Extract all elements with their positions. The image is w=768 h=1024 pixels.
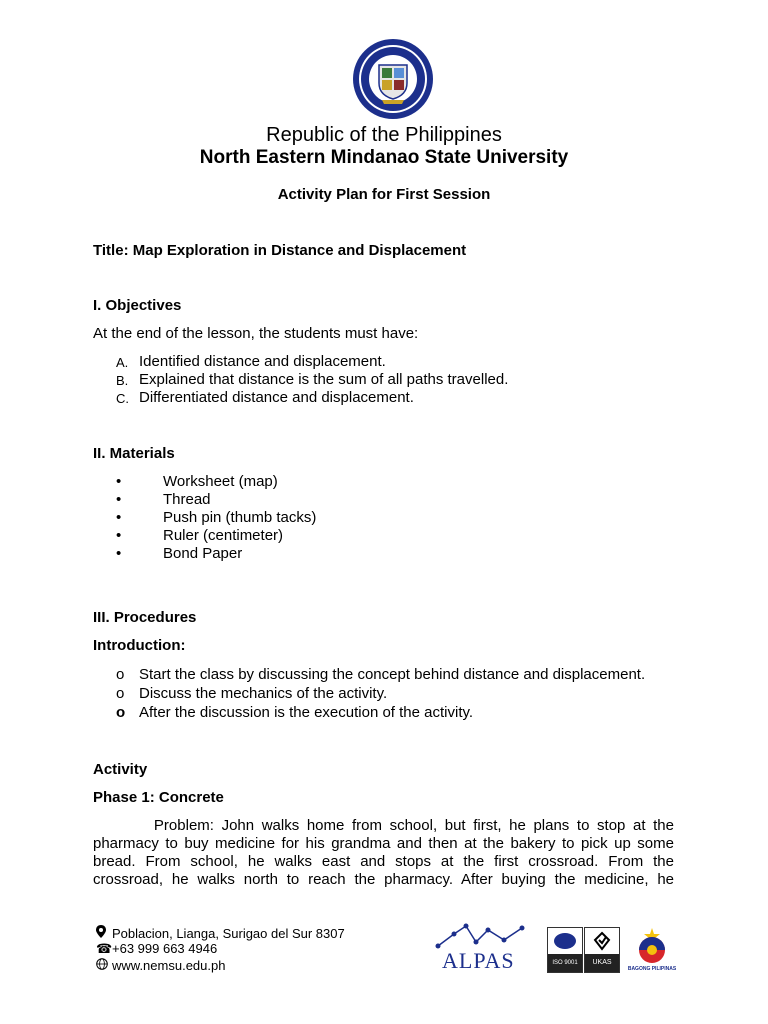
iso-label: ISO 9001 [548,954,582,972]
material-item: Push pin (thumb tacks) [163,509,317,526]
lesson-title: Title: Map Exploration in Distance and Displacement [93,242,467,259]
footer-website: www.nemsu.edu.ph [112,958,226,973]
bullet-icon: o [116,685,125,702]
objectives-heading: I. Objectives [93,297,182,314]
republic-heading: Republic of the Philippines [266,124,502,146]
procedure-item: After the discussion is the execution of the activity. [139,704,474,721]
bullet-icon: • [116,491,122,508]
alpas-wordmark: ALPAS [442,948,515,973]
procedure-item: Discuss the mechanics of the activity. [139,685,388,702]
problem-line: bread. From school, he walks east and stops at the first crossroad. From the [93,853,674,870]
university-seal-logo [352,38,434,120]
material-item: Thread [163,491,211,508]
bullet-icon: • [116,473,122,490]
alpas-logo [432,922,532,974]
footer-address-row [96,925,345,941]
phone-icon: ☎ [96,941,113,956]
ukas-label: UKAS [585,954,619,972]
bullet-icon: o [116,704,126,721]
objective-item: Explained that distance is the sum of all paths travelled. [139,371,509,388]
bullet-icon: • [116,545,122,562]
activity-plan-title: Activity Plan for First Session [277,186,491,203]
footer-address: Poblacion, Lianga, Surigao del Sur 8307 [112,926,345,941]
globe-icon [96,958,112,973]
bagong-pilipinas-logo [626,926,678,974]
location-pin-icon [96,925,112,941]
objective-marker: C. [116,391,129,406]
footer-website-row [96,958,225,973]
procedures-heading: III. Procedures [93,609,197,626]
introduction-heading: Introduction: [93,637,186,654]
objective-item: Identified distance and displacement. [139,353,386,370]
materials-heading: II. Materials [93,445,175,462]
problem-line: pharmacy to buy medicine for his grandma and then at the bakery to pick up some [93,835,674,852]
material-item: Worksheet (map) [163,473,278,490]
bagong-pilipinas-label: BAGONG PILIPINAS [627,966,677,972]
problem-line: crossroad, he walks north to reach the pharmacy. After buying the medicine, he [93,871,674,888]
bullet-icon: • [116,509,122,526]
problem-paragraph [93,817,674,889]
activity-heading: Activity [93,761,148,778]
iso-certification-badge [547,927,583,973]
material-item: Ruler (centimeter) [163,527,284,544]
problem-line: Problem: John walks home from school, but first, he plans to stop at the [93,817,674,834]
objectives-intro: At the end of the lesson, the students must have: [93,325,419,342]
bullet-icon: • [116,527,122,544]
material-item: Bond Paper [163,545,243,562]
bullet-icon: o [116,666,125,683]
footer-phone-row [96,941,217,957]
phase-heading: Phase 1: Concrete [93,789,224,806]
objective-marker: A. [116,355,129,370]
ukas-certification-badge [584,927,620,973]
university-name: North Eastern Mindanao State University [199,147,569,168]
objective-item: Differentiated distance and displacement. [139,389,414,406]
procedure-item: Start the class by discussing the concept behind distance and displacement. [139,666,646,683]
footer-phone: +63 999 663 4946 [112,941,218,956]
objective-marker: B. [116,373,129,388]
